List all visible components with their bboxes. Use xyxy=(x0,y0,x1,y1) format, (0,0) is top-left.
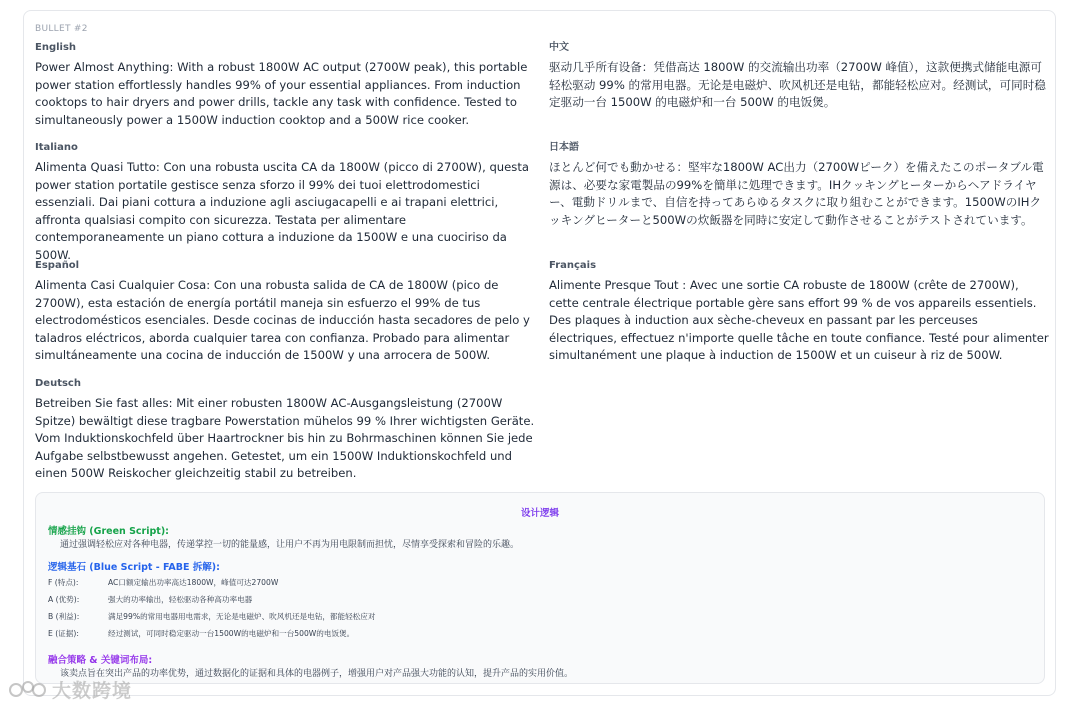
lang-text-spanish: Alimenta Casi Cualquier Cosa: Con una robusta salida de CA de 1800W (pico de 2700W), esta estación de energía portátil maneja sin esfuerzo el 99% de tus electrodomésticos esenciales. Desde cocinas de inducción hasta secadores de pelo y taladros eléctricos, aborda cualquier tarea con confianza. Probado para alimentar simultáneamente una cocina de inducción de 1500W y una arrocera de 500W. xyxy=(35,278,530,363)
lang-block-italian xyxy=(35,141,535,265)
fabe-row xyxy=(48,574,1028,591)
design-logic-panel xyxy=(35,492,1045,684)
strategy-heading: 融合策略 & 关键词布局: xyxy=(48,655,153,666)
lang-text-japanese: ほとんど何でも動かせる：堅牢な1800W AC出力（2700Wピーク）を備えたこのポータブル電源は、必要な家電製品の99%を簡単に処理できます。IHクッキングヒーターからヘアドライヤー、電動ドリルまで、自信を持ってあらゆるタスクに取り組むことができます。1500WのIHクッキングヒーターと500Wの炊飯器を同時に安定して動作させることがテストされています。 xyxy=(549,160,1044,227)
fabe-value: 经过测试，可同时稳定驱动一台1500W的电磁炉和一台500W的电饭煲。 xyxy=(108,629,355,638)
emotional-section xyxy=(48,525,1028,552)
bullet-label: BULLET #2 xyxy=(35,24,88,34)
fabe-row xyxy=(48,591,1028,608)
bullet-card xyxy=(23,10,1056,696)
fabe-row xyxy=(48,625,1028,642)
fabe-key: F (特点): xyxy=(48,578,79,587)
emotional-text: 通过强调轻松应对各种电器，传递掌控一切的能量感，让用户不再为用电限制而担忧，尽情享受探索和冒险的乐趣。 xyxy=(60,540,520,550)
logic-heading: 逻辑基石 (Blue Script - FABE 拆解): xyxy=(48,562,220,573)
fabe-key: B (利益): xyxy=(48,612,80,621)
lang-text-english: Power Almost Anything: With a robust 1800W AC output (2700W peak), this portable power station effortlessly handles 99% of your essential appliances. From induction cooktops to hair dryers and power drills, tackle any task with confidence. Tested to simultaneously power a 1500W induction cooktop and a 500W rice cooker. xyxy=(35,60,528,127)
lang-text-french: Alimente Presque Tout : Avec une sortie CA robuste de 1800W (crête de 2700W), cette centrale électrique portable gère sans effort 99 % de vos appareils essentiels. Des plaques à induction aux sèche-cheveux en passant par les perceuses électriques, effectuez n'importe quelle tâche en toute confiance. Testé pour alimenter simultanément une plaque à induction de 1500W et un cuiseur à riz de 500W. xyxy=(549,278,1049,363)
strategy-text: 该卖点旨在突出产品的功率优势，通过数据化的证据和具体的电器例子，增强用户对产品强大功能的认知，提升产品的实用价值。 xyxy=(60,669,574,679)
fabe-key: E (证据): xyxy=(48,629,79,638)
lang-block-spanish xyxy=(35,259,535,365)
emotional-heading: 情感挂钩 (Green Script): xyxy=(48,526,169,537)
lang-name-french: Français xyxy=(549,260,597,271)
fabe-value: AC口额定输出功率高达1800W，峰值可达2700W xyxy=(108,578,279,587)
lang-name-german: Deutsch xyxy=(35,378,81,389)
fabe-value: 强大的功率输出，轻松驱动各种高功率电器 xyxy=(108,595,253,604)
logic-section xyxy=(48,561,1028,642)
lang-block-chinese xyxy=(549,41,1049,112)
watermark-text: 大数跨境 xyxy=(52,680,133,702)
lang-name-english: English xyxy=(35,42,77,53)
fabe-row xyxy=(48,608,1028,625)
lang-name-italian: Italiano xyxy=(35,142,78,153)
lang-text-german: Betreiben Sie fast alles: Mit einer robusten 1800W AC-Ausgangsleistung (2700W Spitze) bewältigt diese tragbare Powerstation mühelos 99 % Ihrer wichtigsten Geräte. Vom Induktionskochfeld über Haartrockner bis hin zu Bohrmaschinen können Sie jede Aufgabe selbstbewusst angehen. Getestet, um ein 1500W Induktionskochfeld und einen 500W Reiskocher gleichzeitig stabil zu betreiben. xyxy=(35,396,535,481)
lang-name-japanese: 日本語 xyxy=(549,142,579,153)
strategy-section xyxy=(48,654,1028,681)
lang-block-german xyxy=(35,377,535,483)
lang-text-chinese: 驱动几乎所有设备：凭借高达 1800W 的交流输出功率（2700W 峰值），这款便携式储能电源可轻松驱动 99% 的常用电器。无论是电磁炉、吹风机还是电钻，都能轻松应对。经测试，可同时稳定驱动一台 1500W 的电磁炉和一台 500W 的电饭煲。 xyxy=(549,60,1046,110)
design-logic-title: 设计逻辑 xyxy=(520,508,559,519)
lang-block-french xyxy=(549,259,1049,365)
watermark-logo-icon xyxy=(8,679,48,704)
lang-name-chinese: 中文 xyxy=(549,42,569,53)
lang-block-japanese xyxy=(549,141,1049,229)
lang-block-english xyxy=(35,41,535,129)
fabe-key: A (优势): xyxy=(48,595,80,604)
fabe-value: 满足99%的常用电器用电需求，无论是电磁炉、吹风机还是电钻，都能轻松应对 xyxy=(108,612,376,621)
lang-text-italian: Alimenta Quasi Tutto: Con una robusta uscita CA da 1800W (picco di 2700W), questa power station portatile gestisce senza sforzo il 99% dei tuoi elettrodomestici essenziali. Dai piani cottura a induzione agli asciugacapelli e ai trapani elettrici, affronta qualsiasi compito con sicurezza. Testata per alimentare contemporaneamente un piano cottura a induzione da 1500W e una cuociriso da 500W. xyxy=(35,160,529,262)
watermark xyxy=(8,676,132,704)
lang-name-spanish: Español xyxy=(35,260,80,271)
